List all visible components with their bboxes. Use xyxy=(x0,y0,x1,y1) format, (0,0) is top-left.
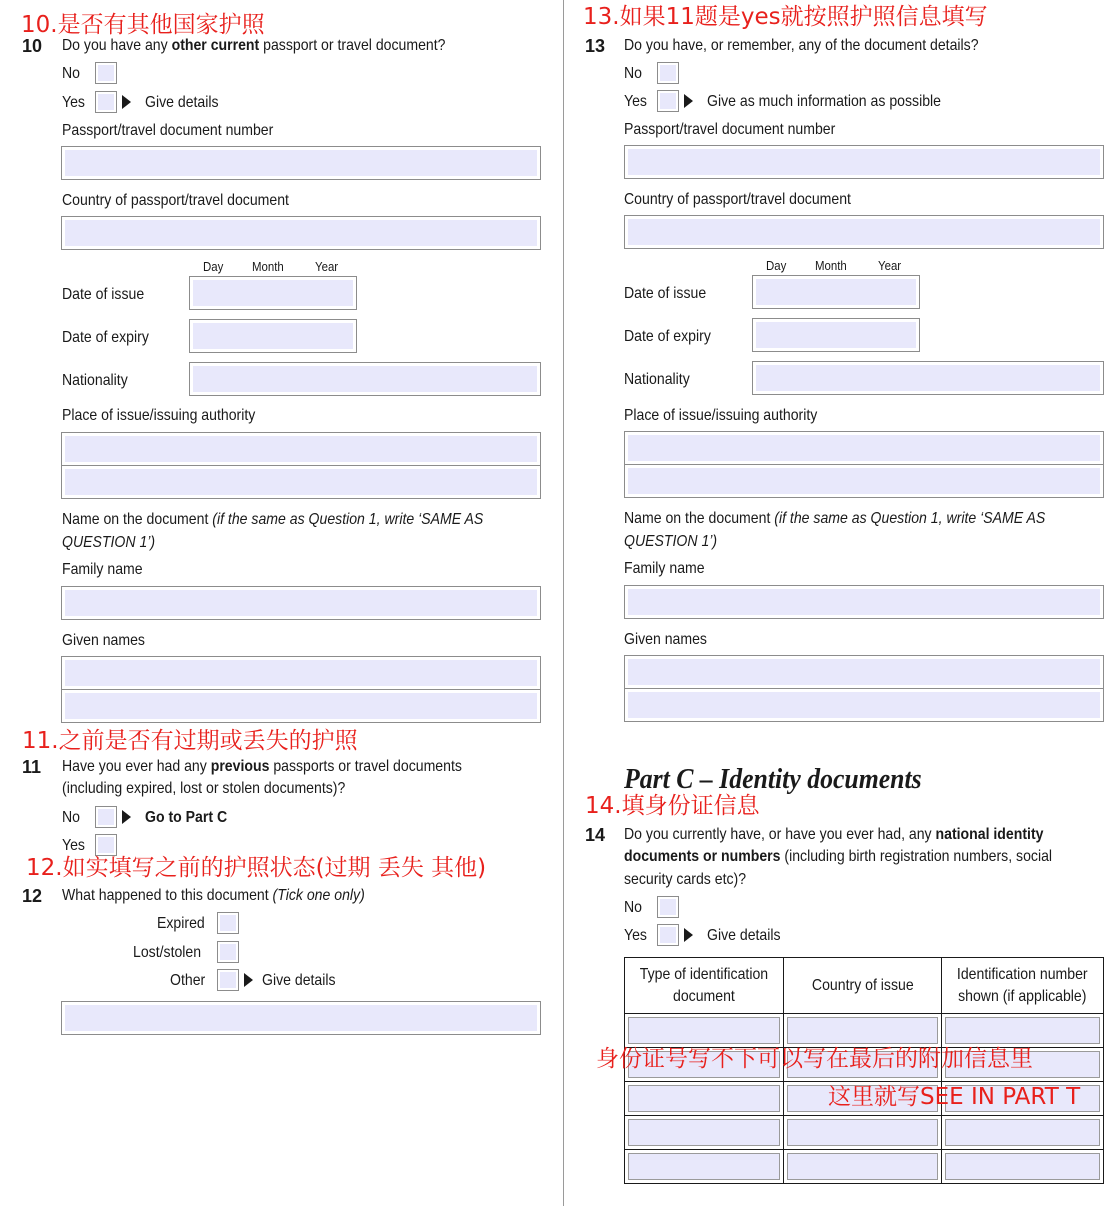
q10-given-names-field-1[interactable] xyxy=(61,656,541,690)
question-number-11: 11 xyxy=(22,757,42,777)
q10-nationality-field[interactable] xyxy=(189,362,541,396)
q11-no-label: No xyxy=(62,809,80,826)
q13-date-of-expiry-field[interactable] xyxy=(752,318,920,352)
q13-date-of-issue-field[interactable] xyxy=(752,275,920,309)
annotation-q14-see-part-t: 这里就写SEE IN PART T xyxy=(828,1084,1081,1110)
q10-place-of-issue-label: Place of issue/issuing authority xyxy=(62,407,256,424)
arrow-right-icon xyxy=(684,928,693,942)
question-11-text-line2: (including expired, lost or stolen documents)? xyxy=(62,780,346,797)
q13-name-on-doc-label: Name on the document (if the same as Question 1, write ‘SAME AS xyxy=(624,510,1046,527)
q13-day-label: Day xyxy=(766,258,787,273)
q12-give-details-label: Give details xyxy=(262,972,336,989)
arrow-right-icon xyxy=(122,95,131,109)
q10-date-of-expiry-label: Date of expiry xyxy=(62,329,149,346)
q14-no-checkbox[interactable] xyxy=(657,896,679,918)
arrow-right-icon xyxy=(684,94,693,108)
q13-family-name-label: Family name xyxy=(624,560,705,577)
q14-give-details-label: Give details xyxy=(707,927,781,944)
arrow-right-icon xyxy=(244,973,253,987)
q12-lost-checkbox[interactable] xyxy=(217,941,239,963)
q11-goto-part-c: Go to Part C xyxy=(145,809,228,826)
q13-country-label: Country of passport/travel document xyxy=(624,191,851,208)
question-14-text-line3: security cards etc)? xyxy=(624,871,747,888)
table-header-type: Type of identification document xyxy=(625,958,784,1014)
q10-nationality-label: Nationality xyxy=(62,372,128,389)
table-row xyxy=(625,1150,1104,1184)
q13-given-names-label: Given names xyxy=(624,631,707,648)
q13-yes-checkbox[interactable] xyxy=(657,90,679,112)
q12-details-field[interactable] xyxy=(61,1001,541,1035)
q13-passport-number-label: Passport/travel document number xyxy=(624,121,836,138)
q13-date-of-expiry-label: Date of expiry xyxy=(624,328,711,345)
question-number-10: 10 xyxy=(22,36,43,56)
id-country-field-1[interactable] xyxy=(787,1017,939,1044)
q10-give-details-label: Give details xyxy=(145,94,219,111)
q13-place-of-issue-field-1[interactable] xyxy=(624,431,1104,465)
q10-yes-label: Yes xyxy=(62,94,85,111)
q12-expired-label: Expired xyxy=(157,915,205,932)
q11-yes-checkbox[interactable] xyxy=(95,834,117,856)
q13-no-checkbox[interactable] xyxy=(657,62,679,84)
question-11-text: Have you ever had any previous passports or travel documents xyxy=(62,758,462,775)
q13-give-info-label: Give as much information as possible xyxy=(707,93,941,110)
arrow-right-icon xyxy=(122,810,131,824)
question-14-text-line1: Do you currently have, or have you ever had, any national identity xyxy=(624,826,1044,843)
table-header-id-number: Identification number shown (if applicable) xyxy=(942,958,1104,1014)
q14-yes-label: Yes xyxy=(624,927,647,944)
column-divider xyxy=(563,0,564,1206)
q10-given-names-field-2[interactable] xyxy=(61,689,541,723)
q10-family-name-field[interactable] xyxy=(61,586,541,620)
q10-country-label: Country of passport/travel document xyxy=(62,192,289,209)
q10-country-field[interactable] xyxy=(61,216,541,250)
q10-place-of-issue-field-1[interactable] xyxy=(61,432,541,466)
id-number-field-5[interactable] xyxy=(945,1153,1100,1180)
q13-family-name-field[interactable] xyxy=(624,585,1104,619)
q13-nationality-label: Nationality xyxy=(624,371,690,388)
q12-other-checkbox[interactable] xyxy=(217,969,239,991)
id-country-field-5[interactable] xyxy=(787,1153,939,1180)
annotation-q13: 13.如果11题是yes就按照护照信息填写 xyxy=(583,4,988,30)
q13-nationality-field[interactable] xyxy=(752,361,1104,395)
id-type-field-1[interactable] xyxy=(628,1017,780,1044)
annotation-q11: 11.之前是否有过期或丢失的护照 xyxy=(22,728,358,754)
q12-lost-label: Lost/stolen xyxy=(133,944,202,961)
q13-name-on-doc-note: QUESTION 1’) xyxy=(624,533,718,550)
q10-day-label: Day xyxy=(203,259,224,274)
part-c-heading: Part C – Identity documents xyxy=(624,764,922,795)
annotation-q14: 14.填身份证信息 xyxy=(585,793,760,819)
q13-yes-label: Yes xyxy=(624,93,647,110)
q10-name-on-doc-label: Name on the document (if the same as Question 1, write ‘SAME AS xyxy=(62,511,484,528)
q10-place-of-issue-field-2[interactable] xyxy=(61,465,541,499)
annotation-q14-overflow: 身份证号写不下可以写在最后的附加信息里 xyxy=(596,1046,1033,1072)
q13-country-field[interactable] xyxy=(624,215,1104,249)
id-type-field-4[interactable] xyxy=(628,1119,780,1146)
q10-date-of-issue-field[interactable] xyxy=(189,276,357,310)
question-number-14: 14 xyxy=(585,825,606,845)
question-12-text: What happened to this document (Tick one only) xyxy=(62,887,365,904)
q10-year-label: Year xyxy=(315,259,339,274)
q13-month-label: Month xyxy=(815,258,847,273)
table-row xyxy=(625,1116,1104,1150)
id-type-field-3[interactable] xyxy=(628,1085,780,1112)
q11-yes-label: Yes xyxy=(62,837,85,854)
id-type-field-5[interactable] xyxy=(628,1153,780,1180)
annotation-q10: 10.是否有其他国家护照 xyxy=(21,12,265,38)
q13-passport-number-field[interactable] xyxy=(624,145,1104,179)
question-14-text-line2: documents or numbers (including birth registration numbers, social xyxy=(624,848,1053,865)
q13-place-of-issue-field-2[interactable] xyxy=(624,464,1104,498)
q10-passport-number-field[interactable] xyxy=(61,146,541,180)
q10-month-label: Month xyxy=(252,259,284,274)
annotation-q12: 12.如实填写之前的护照状态(过期 丢失 其他) xyxy=(26,855,487,881)
q10-family-name-label: Family name xyxy=(62,561,143,578)
question-number-12: 12 xyxy=(22,886,43,906)
table-header-country: Country of issue xyxy=(783,958,942,1014)
q10-yes-checkbox[interactable] xyxy=(95,91,117,113)
q13-year-label: Year xyxy=(878,258,902,273)
q13-place-of-issue-label: Place of issue/issuing authority xyxy=(624,407,818,424)
q12-other-label: Other xyxy=(170,972,206,989)
q10-no-label: No xyxy=(62,65,80,82)
q11-no-checkbox[interactable] xyxy=(95,806,117,828)
q13-no-label: No xyxy=(624,65,642,82)
q10-passport-number-label: Passport/travel document number xyxy=(62,122,274,139)
q13-date-of-issue-label: Date of issue xyxy=(624,285,707,302)
question-13-text: Do you have, or remember, any of the document details? xyxy=(624,37,979,54)
id-number-field-1[interactable] xyxy=(945,1017,1100,1044)
q13-given-names-field-2[interactable] xyxy=(624,688,1104,722)
q10-date-of-expiry-field[interactable] xyxy=(189,319,357,353)
q10-given-names-label: Given names xyxy=(62,632,145,649)
q14-yes-checkbox[interactable] xyxy=(657,924,679,946)
id-number-field-4[interactable] xyxy=(945,1119,1100,1146)
q10-date-of-issue-label: Date of issue xyxy=(62,286,145,303)
table-row xyxy=(625,1014,1104,1048)
q13-given-names-field-1[interactable] xyxy=(624,655,1104,689)
id-country-field-4[interactable] xyxy=(787,1119,939,1146)
q10-no-checkbox[interactable] xyxy=(95,62,117,84)
question-number-13: 13 xyxy=(585,36,606,56)
q12-expired-checkbox[interactable] xyxy=(217,912,239,934)
q14-no-label: No xyxy=(624,899,642,916)
question-10-text: Do you have any other current passport or travel document? xyxy=(62,37,446,54)
q10-name-on-doc-note: QUESTION 1’) xyxy=(62,534,156,551)
